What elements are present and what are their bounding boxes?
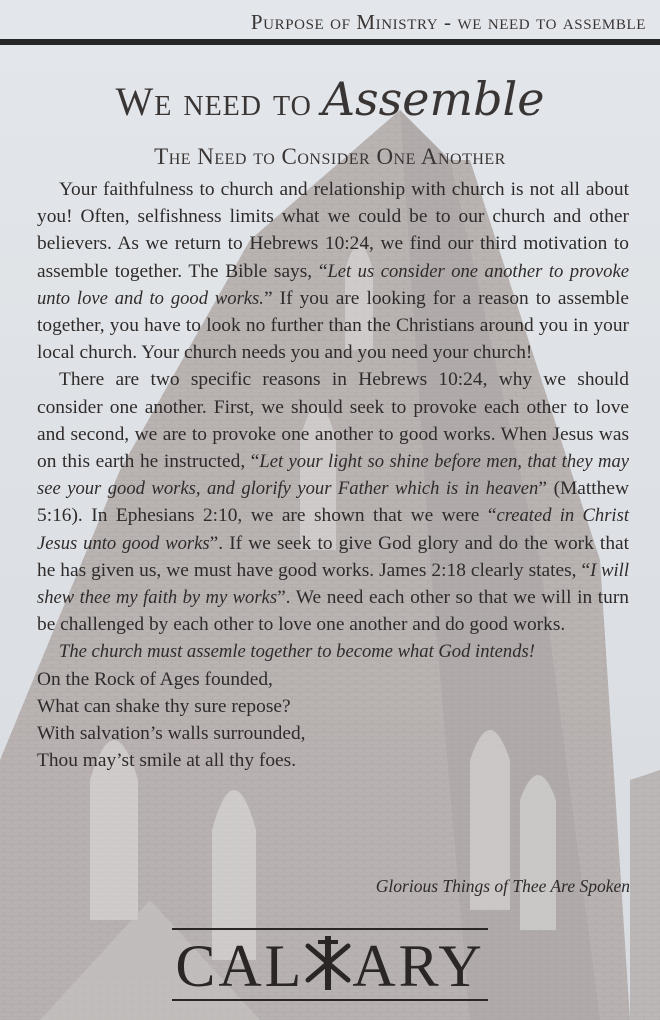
hymn-citation: Glorious Things of Thee Are Spoken (375, 876, 630, 896)
cross-nails-icon (304, 936, 352, 990)
logo-rule-top (172, 928, 488, 930)
calvary-logo (0, 932, 660, 1001)
p1-text-b: ” If you are looking for a reason to assemble together, you have to look no further than the Christians around you in your local church. Your church needs you and you need your church! (37, 287, 630, 364)
hymn-line: What can shake thy sure repose? (37, 695, 291, 717)
p2-quote-2: created in Christ Jesus unto good works (37, 505, 630, 554)
p2-text-b: ” (Matthew 5:16). In Ephesians 2:10, we are shown that we were “ (37, 478, 629, 527)
logo-text-right: ARY (352, 933, 485, 999)
hymn-line: Thou may’st smile at all thy foes. (37, 750, 297, 772)
title-script: Assemble (321, 72, 545, 126)
p2-quote-1: Let your light so shine before men, that they may see your good works, and glorify your Father which is in heaven (37, 451, 629, 500)
logo-text-left: CAL (175, 933, 305, 999)
paragraph-2 (37, 366, 629, 638)
p2-text-a: There are two specific reasons in Hebrews 10:24, why we should consider one another. First, we should seek to provoke each other to love and second, we are to provoke one another to good works. When Jesus was on this earth he instructed, “ (37, 369, 629, 473)
page-header: Purpose of Ministry - we need to assemble (250, 10, 646, 34)
logo-rule-bottom (172, 999, 488, 1001)
hymn-line: With salvation’s walls surrounded, (37, 723, 306, 745)
hymn-line: On the Rock of Ages founded, (37, 668, 273, 690)
page-title (0, 72, 660, 126)
hymn-verse (37, 666, 629, 775)
header-rule (0, 39, 660, 45)
article-body (37, 176, 629, 774)
p2-text-c: ”. If we seek to give God glory and do the work that he has given us, we must have good works. James 2:18 clearly states, “ (37, 532, 630, 581)
p2-quote-3: I will shew thee my faith by my works (37, 559, 629, 609)
p2-text-d: ”. We need each other so that we will in turn be challenged by each other to love one another and do good works. (37, 587, 629, 636)
title-caps: We need to (115, 79, 312, 124)
paragraph-1 (37, 176, 629, 366)
section-subtitle: The Need to Consider One Another (154, 144, 506, 169)
p1-text-a: Your faithfulness to church and relationship with church is not all about you! Often, selfishness limits what we could be to our church and other believers. As we return to Hebrews 10:24, we find our third motivation to assemble together. The Bible says, “ (37, 179, 629, 282)
emphasis-line: The church must assemle together to become what God intends! (59, 641, 535, 663)
p1-quote-1: Let us consider one another to provoke unto love and to good works. (37, 260, 629, 309)
